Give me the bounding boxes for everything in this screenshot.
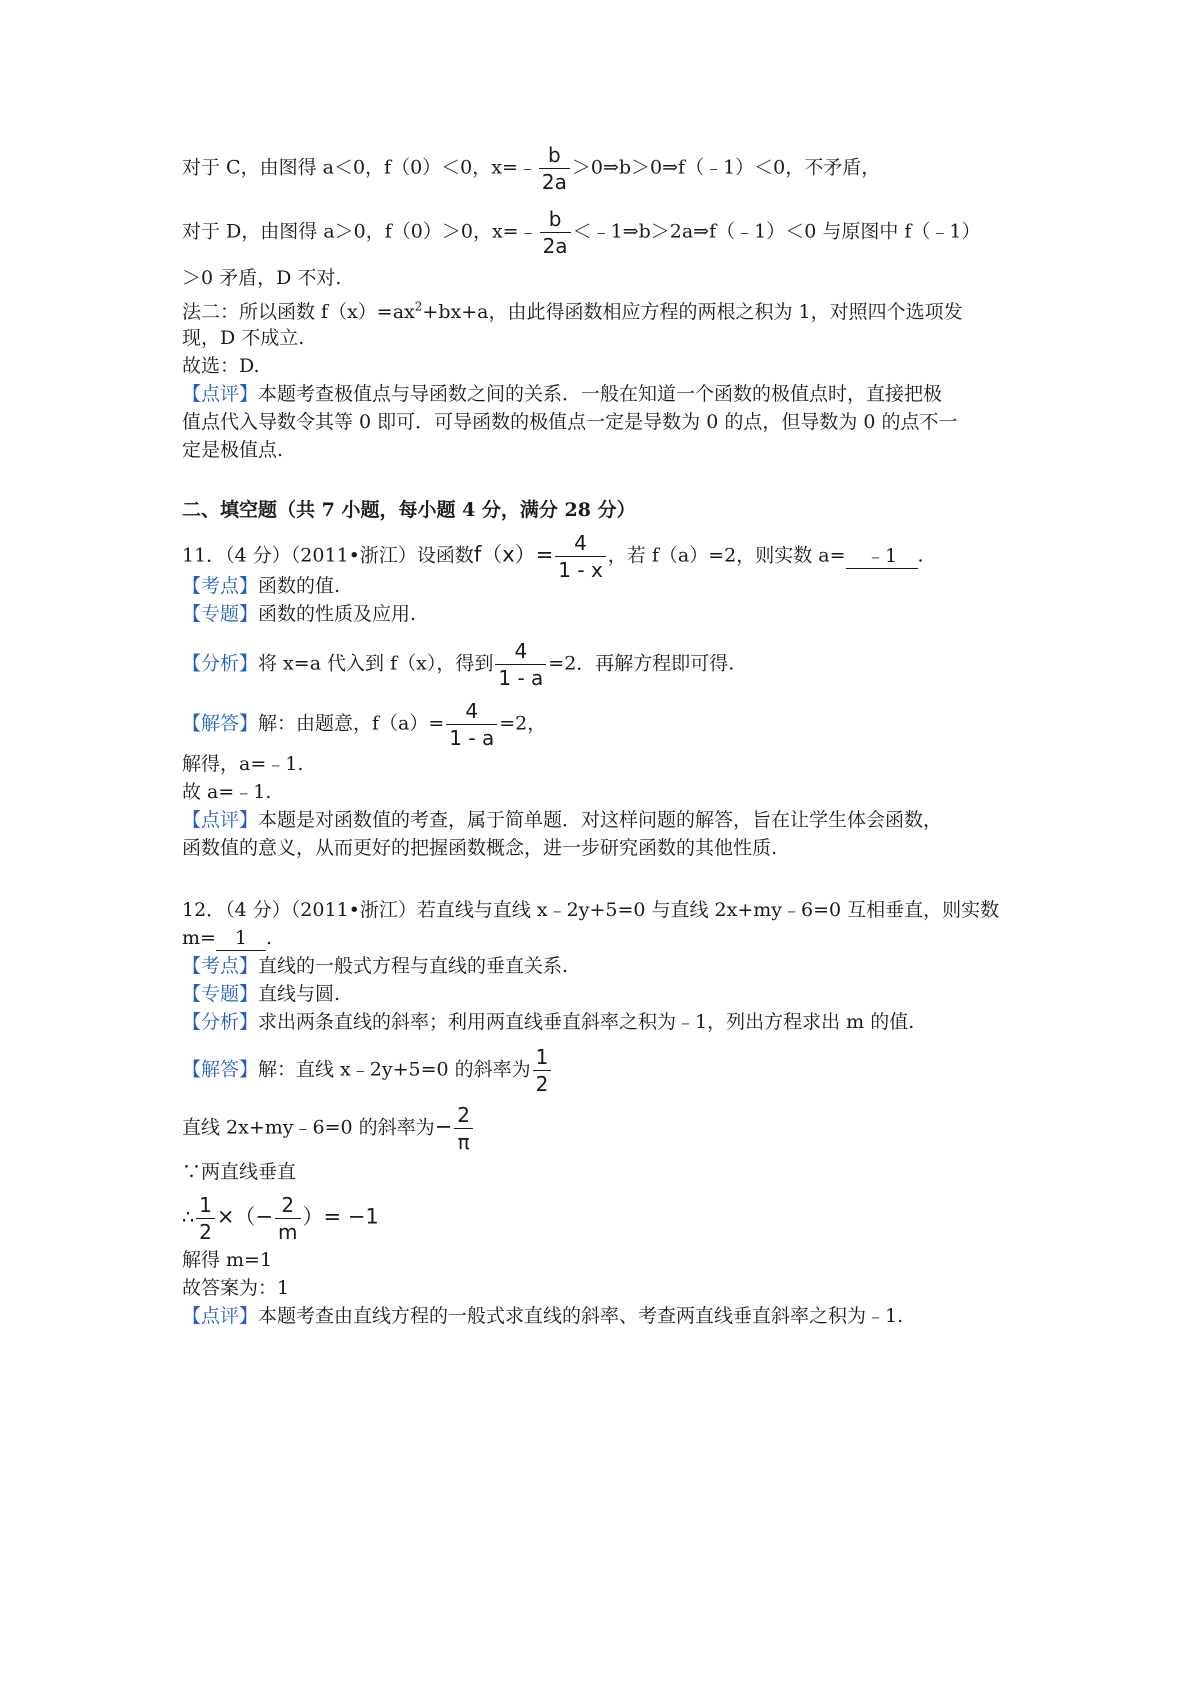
text: 直线的一般式方程与直线的垂直关系. [258,955,569,977]
q11-dianping-line-1 [182,808,942,832]
minus-sign: − [434,1114,453,1139]
comment-tag: 【点评】 [182,383,259,405]
denominator: m [278,1220,298,1244]
superscript: 2 [414,299,423,314]
q12-zhuanti [182,982,340,1006]
text: =2．再解方程即可得. [548,652,735,675]
text: . [265,927,272,949]
dianping-tag: 【点评】 [182,1305,259,1327]
denominator: π [457,1130,470,1154]
q12-jieda [182,1044,553,1097]
text: 函数的性质及应用. [258,603,417,625]
q12-final: 故答案为：1 [182,1277,290,1299]
text: 解：直线 x﹣2y+5=0 的斜率为 [258,1058,531,1081]
q12-because: ∵两直线垂直 [182,1161,297,1183]
q12-line-2-slope [182,1102,475,1155]
text: 对于 C，由图得 a＜0，f（0）＜0，x=﹣ [182,156,537,179]
numerator: 2 [454,1102,473,1129]
method-two-line [182,300,963,324]
q12-stem-line-2 [182,926,272,951]
answer-blank: 1 [216,926,266,951]
text: 本题是对函数值的考查，属于简单题．对这样问题的解答，旨在让学生体会函数， [258,809,943,831]
section-heading: 二、填空题（共 7 小题，每小题 4 分，满分 28 分） [182,499,636,521]
denominator: 2a [542,234,568,258]
dianping-tag: 【点评】 [182,809,259,831]
comment-q10-line-3: 定是极值点. [182,439,284,461]
text: 函数的值. [258,575,341,597]
fenxi-tag: 【分析】 [182,1011,259,1033]
text: 本题考查由直线方程的一般式求直线的斜率、考查两直线垂直斜率之积为﹣1. [258,1305,904,1327]
fenxi-tag: 【分析】 [182,652,259,675]
text: 法二：所以函数 f（x）=ax [182,301,415,323]
numerator: 1 [533,1044,552,1071]
q11-solve-2: 故 a=﹣1. [182,781,272,803]
fraction [540,206,571,259]
comment-q10-line-2: 值点代入导数令其等 0 即可．可导函数的极值点一定是导数为 0 的点，但导数为 0 的点不一 [182,411,958,433]
q11-fenxi [182,638,734,691]
fraction [539,142,570,195]
text: 求出两条直线的斜率；利用两直线垂直斜率之积为﹣1，列出方程求出 m 的值. [258,1011,915,1033]
jieda-tag: 【解答】 [182,1058,259,1081]
text: 本题考查极值点与导函数之间的关系．一般在知道一个函数的极值点时，直接把极 [258,383,943,405]
text: ＞0⇒b＞0⇒f（﹣1）＜0，不矛盾， [571,156,881,179]
text: 将 x=a 代入到 f（x），得到 [258,652,494,675]
answer-choice: 故选：D. [182,355,260,377]
therefore-symbol: ∴ [182,1206,195,1229]
fraction [454,1102,473,1155]
numerator: 4 [446,698,497,725]
fraction [275,1192,300,1245]
q11-jieda [182,698,546,751]
fraction [533,1044,552,1097]
q12-stem: 12．（4 分）（2011•浙江）若直线与直线 x﹣2y+5=0 与直线 2x+my﹣6=0 互相垂直，则实数 [182,899,1000,921]
q11-kaodian [182,574,340,598]
text: 11．（4 分）（2011•浙江）设函数 [182,544,474,567]
q11-zhuanti [182,602,416,626]
denominator: 1 - a [498,666,544,690]
q12-therefore [182,1192,379,1245]
option-d-line [182,206,980,259]
q12-solve: 解得 m=1 [182,1249,273,1271]
text: 直线 2x+my﹣6=0 的斜率为 [182,1116,435,1139]
q11-solve-1: 解得，a=﹣1. [182,753,304,775]
zhuanti-tag: 【专题】 [182,603,259,625]
denominator: 1 - a [449,726,495,750]
text: ，若 f（a）=2，则实数 a= [607,544,846,567]
numerator: 2 [275,1192,300,1219]
option-d-continuation: ＞0 矛盾，D 不对. [182,267,342,289]
option-c-line [182,142,880,195]
text: 直线与圆. [258,983,341,1005]
fraction [196,1192,215,1245]
comment-q10-line-1 [182,382,942,406]
text: m= [182,927,216,949]
kaodian-tag: 【考点】 [182,955,259,977]
text: +bx+a，由此得函数相应方程的两根之积为 1，对照四个选项发 [422,301,963,323]
text: . [917,544,924,567]
q12-kaodian [182,954,568,978]
text: ＜﹣1⇒b＞2a⇒f（﹣1）＜0 与原图中 f（﹣1） [572,220,981,243]
numerator: b [539,142,570,169]
numerator: 4 [555,530,606,557]
denominator: 2 [535,1072,549,1096]
operator: ×（− [216,1204,274,1229]
denominator: 2a [541,170,567,194]
zhuanti-tag: 【专题】 [182,983,259,1005]
text: =2， [499,712,547,735]
fraction [446,698,497,751]
q12-dianping [182,1304,903,1328]
numerator: b [540,206,571,233]
fraction [555,530,606,583]
denominator: 1 - x [558,558,603,582]
text: 解：由题意，f（a）= [258,712,445,735]
numerator: 4 [495,638,546,665]
text: 对于 D，由图得 a＞0，f（0）＞0，x=﹣ [182,220,538,243]
operator: ）= −1 [302,1204,379,1229]
answer-blank: ﹣1 [846,544,918,569]
q12-fenxi [182,1010,914,1034]
kaodian-tag: 【考点】 [182,575,259,597]
denominator: 2 [199,1220,212,1244]
function-expression: f（x）= [473,542,554,567]
fraction [495,638,546,691]
numerator: 1 [196,1192,215,1219]
jieda-tag: 【解答】 [182,712,259,735]
q11-dianping-line-2: 函数值的意义，从而更好的把握函数概念，进一步研究函数的其他性质. [182,837,778,859]
method-two-continuation: 现，D 不成立. [182,327,305,349]
